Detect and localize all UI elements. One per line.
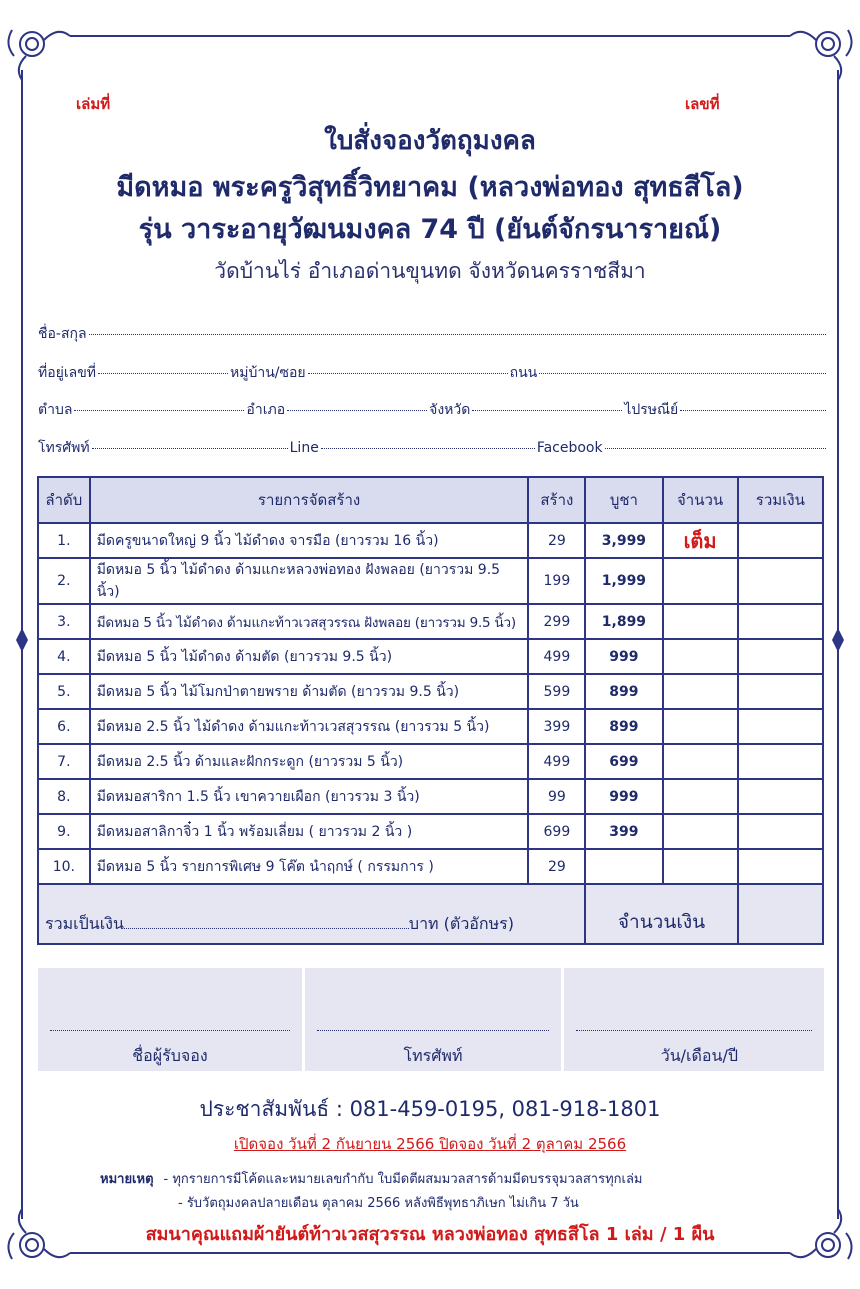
subdistrict-field[interactable] (74, 409, 244, 411)
row-price: 1,899 (585, 604, 662, 639)
phone-signature-box[interactable] (305, 968, 561, 1071)
name-field-row (38, 323, 828, 345)
address-field-row (38, 362, 828, 384)
row-sum[interactable] (738, 744, 823, 779)
row-item: มีดหมอ 5 นิ้ว ไม้ดำดง ด้ามตัด (ยาวรวม 9.5 นิ้ว) (90, 639, 529, 674)
row-price: 699 (585, 744, 662, 779)
contact-phones: ประชาสัมพันธ์ : 081-459-0195, 081-918-1801 (199, 1097, 661, 1121)
serial-number-label: เลขที่ (685, 95, 720, 113)
receiver-label: ชื่อผู้รับจอง (132, 1046, 208, 1065)
row-sum[interactable] (738, 558, 823, 604)
row-price: 1,999 (585, 558, 662, 604)
table-row (38, 709, 823, 744)
district-field[interactable] (287, 409, 427, 411)
row-made: 699 (528, 814, 585, 849)
row-price: 999 (585, 779, 662, 814)
row-price (585, 849, 662, 884)
postcode-field[interactable] (680, 409, 826, 411)
line-field[interactable] (321, 447, 535, 449)
row-item: มีดหมอ 5 นิ้ว รายการพิเศษ 9 โค๊ต นำฤกษ์ ( กรรมการ ) (90, 849, 529, 884)
district-label: อำเภอ (246, 402, 286, 418)
row-made: 299 (528, 604, 585, 639)
row-no: 2. (38, 558, 90, 604)
sold-out-tag: เต็ม (683, 528, 717, 553)
row-qty[interactable] (663, 709, 738, 744)
name-field[interactable] (89, 333, 826, 335)
header-sum: รวมเงิน (738, 477, 823, 523)
village-label: หมู่บ้าน/ซอย (230, 365, 306, 381)
table-row (38, 744, 823, 779)
row-qty[interactable] (663, 849, 738, 884)
phone-signature-line[interactable] (317, 1030, 549, 1031)
date-signature-box[interactable] (564, 968, 824, 1071)
corner-scroll-tl (8, 30, 70, 80)
row-price: 399 (585, 814, 662, 849)
row-sum[interactable] (738, 709, 823, 744)
bonus-gift-note: สมนาคุณแถมผ้ายันต์ท้าวเวสสุวรรณ หลวงพ่อทอง สุทธสีโล 1 เล่ม / 1 ผืน (145, 1224, 715, 1245)
row-sum[interactable] (738, 523, 823, 558)
row-made: 29 (528, 849, 585, 884)
total-in-words[interactable] (38, 884, 585, 944)
row-item: มีดหมอ 2.5 นิ้ว ด้ามและฝักกระดูก (ยาวรวม 5 นิ้ว) (90, 744, 529, 779)
receiver-signature-line[interactable] (50, 1030, 290, 1031)
book-number-label: เล่มที่ (76, 95, 111, 113)
row-made: 29 (528, 523, 585, 558)
order-table (37, 476, 824, 945)
date-label: วัน/เดือน/ปี (660, 1046, 738, 1065)
row-no: 9. (38, 814, 90, 849)
contact-field-row (38, 437, 828, 459)
row-no: 1. (38, 523, 90, 558)
table-row (38, 674, 823, 709)
table-row (38, 779, 823, 814)
row-made: 99 (528, 779, 585, 814)
facebook-field[interactable] (605, 447, 826, 449)
temple-address: วัดบ้านไร่ อำเภอด่านขุนทด จังหวัดนครราชสีมา (214, 259, 646, 283)
table-row (38, 849, 823, 884)
row-price: 899 (585, 674, 662, 709)
phone-label: โทรศัพท์ (38, 440, 90, 456)
road-label: ถนน (509, 365, 538, 381)
total-words-suffix: บาท (ตัวอักษร) (408, 914, 514, 933)
table-header-row (38, 477, 823, 523)
road-field[interactable] (539, 372, 826, 374)
receiver-signature-box[interactable] (38, 968, 302, 1071)
row-qty[interactable] (663, 523, 738, 558)
row-no: 4. (38, 639, 90, 674)
address-no-label: ที่อยู่เลขที่ (38, 365, 97, 381)
row-item: มีดหมอ 5 นิ้ว ไม้ดำดง ด้ามแกะท้าวเวสสุวรรณ ฝังพลอย (ยาวรวม 9.5 นิ้ว) (90, 604, 529, 639)
row-item: มีดหมอสาลิกาจิ๋ว 1 นิ้ว พร้อมเลี่ยม ( ยาวรวม 2 นิ้ว ) (90, 814, 529, 849)
row-sum[interactable] (738, 779, 823, 814)
name-label: ชื่อ-สกุล (38, 326, 87, 342)
subdistrict-label: ตำบล (38, 402, 73, 418)
row-sum[interactable] (738, 604, 823, 639)
row-sum[interactable] (738, 849, 823, 884)
facebook-label: Facebook (536, 440, 603, 456)
header-made: สร้าง (528, 477, 585, 523)
row-made: 499 (528, 744, 585, 779)
booking-dates: เปิดจอง วันที่ 2 กันยายน 2566 ปิดจอง วันที่ 2 ตุลาคม 2566 (233, 1135, 627, 1153)
table-row (38, 604, 823, 639)
row-sum[interactable] (738, 639, 823, 674)
total-amount-field[interactable] (738, 884, 823, 944)
row-no: 8. (38, 779, 90, 814)
row-item: มีดหมอ 2.5 นิ้ว ไม้ดำดง ด้ามแกะท้าวเวสสุวรรณ (ยาวรวม 5 นิ้ว) (90, 709, 529, 744)
note-line-2: - รับวัตถุมงคลปลายเดือน ตุลาคม 2566 หลังพิธีพุทธาภิเษก ไม่เกิน 7 วัน (178, 1196, 579, 1211)
row-qty[interactable] (663, 814, 738, 849)
row-made: 499 (528, 639, 585, 674)
note-line-1 (100, 1168, 642, 1189)
row-price: 3,999 (585, 523, 662, 558)
row-made: 399 (528, 709, 585, 744)
page-subtitle: มีดหมอ พระครูวิสุทธิ์วิทยาคม (หลวงพ่อทอง สุทธสีโล) (116, 172, 744, 203)
series-title: รุ่น วาระอายุวัฒนมงคล 74 ปี (ยันต์จักรนารายณ์) (138, 214, 722, 245)
header-no: ลำดับ (38, 477, 90, 523)
row-made: 599 (528, 674, 585, 709)
row-no: 6. (38, 709, 90, 744)
phone-field[interactable] (92, 447, 288, 449)
row-qty[interactable] (663, 639, 738, 674)
village-field[interactable] (308, 372, 508, 374)
row-item: มีดหมอ 5 นิ้ว ไม้โมกป่าตายพราย ด้ามตัด (ยาวรวม 9.5 นิ้ว) (90, 674, 529, 709)
row-qty[interactable] (663, 744, 738, 779)
province-label: จังหวัด (429, 402, 471, 418)
row-price: 999 (585, 639, 662, 674)
row-made: 199 (528, 558, 585, 604)
total-words-label: รวมเป็นเงิน (45, 914, 124, 933)
row-sum[interactable] (738, 814, 823, 849)
address-no-field[interactable] (98, 372, 228, 374)
header-item: รายการจัดสร้าง (90, 477, 529, 523)
province-field[interactable] (472, 409, 622, 411)
header-price: บูชา (585, 477, 662, 523)
note-text-1: - ทุกรายการมีโค้ดและหมายเลขกำกับ ใบมีดตีผสมมวลสารด้ามมีดบรรจุมวลสารทุกเล่ม (163, 1172, 643, 1187)
table-row (38, 523, 823, 558)
row-item: มีดหมอสาริกา 1.5 นิ้ว เขาควายเผือก (ยาวรวม 3 นิ้ว) (90, 779, 529, 814)
row-qty[interactable] (663, 604, 738, 639)
row-item: มีดครูขนาดใหญ่ 9 นิ้ว ไม้ดำดง จารมือ (ยาวรวม 16 นิ้ว) (90, 523, 529, 558)
row-qty[interactable] (663, 558, 738, 604)
table-row (38, 558, 823, 604)
row-price: 899 (585, 709, 662, 744)
date-signature-line[interactable] (576, 1030, 812, 1031)
row-no: 5. (38, 674, 90, 709)
total-amount-label: จำนวนเงิน (585, 884, 737, 944)
table-row (38, 814, 823, 849)
row-no: 10. (38, 849, 90, 884)
row-qty[interactable] (663, 779, 738, 814)
total-words-field[interactable] (124, 928, 409, 929)
row-no: 3. (38, 604, 90, 639)
row-sum[interactable] (738, 674, 823, 709)
postcode-label: ไปรษณีย์ (624, 402, 679, 418)
header-qty: จำนวน (663, 477, 738, 523)
table-row (38, 639, 823, 674)
page-title: ใบสั่งจองวัตถุมงคล (324, 126, 536, 156)
row-item: มีดหมอ 5 นิ้ว ไม้ดำดง ด้ามแกะหลวงพ่อทอง ฝังพลอย (ยาวรวม 9.5 นิ้ว) (90, 558, 529, 604)
row-qty[interactable] (663, 674, 738, 709)
total-row (38, 884, 823, 944)
signature-phone-label: โทรศัพท์ (403, 1046, 463, 1065)
line-label: Line (289, 440, 319, 456)
note-label: หมายเหตุ (100, 1172, 154, 1187)
row-no: 7. (38, 744, 90, 779)
district-field-row (38, 399, 828, 421)
